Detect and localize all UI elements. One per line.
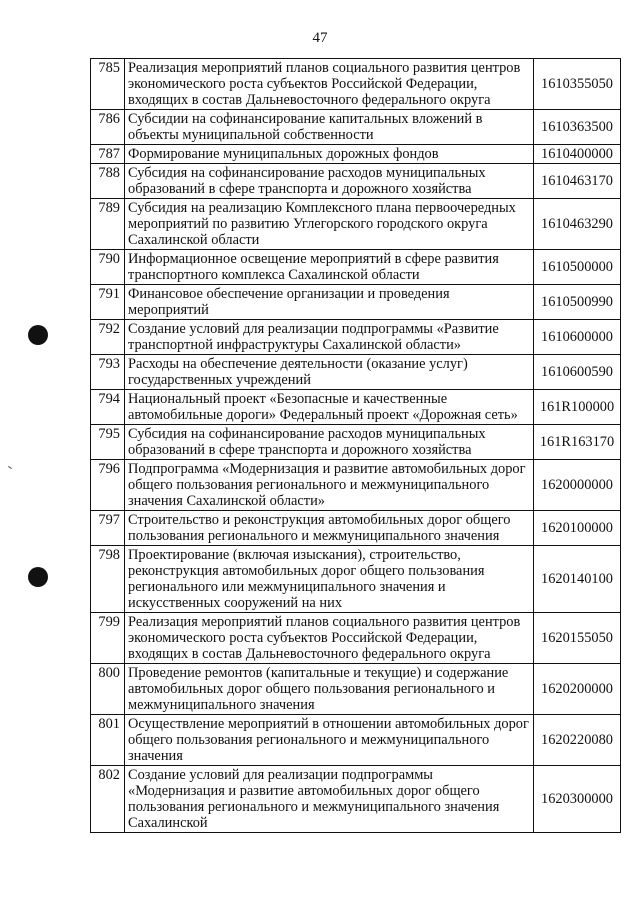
row-name: Расходы на обеспечение деятельности (оказание услуг) государственных учреждений	[125, 355, 534, 390]
scan-speck	[8, 466, 12, 469]
row-code: 1620100000	[534, 511, 621, 546]
row-number: 799	[91, 613, 125, 664]
table-row	[91, 766, 621, 833]
row-name: Строительство и реконструкция автомобильных дорог общего пользования регионального и межмуниципального значения	[125, 511, 534, 546]
row-name: Проведение ремонтов (капитальные и текущие) и содержание автомобильных дорог общего пользования регионального и межмуниципального значения	[125, 664, 534, 715]
row-number: 802	[91, 766, 125, 833]
row-number: 791	[91, 285, 125, 320]
row-number: 801	[91, 715, 125, 766]
row-name: Субсидия на реализацию Комплексного плана первоочередных мероприятий по развитию Углегорского городского округа Сахалинской области	[125, 199, 534, 250]
table-row	[91, 164, 621, 199]
row-name: Реализация мероприятий планов социального развития центров экономического роста субъектов Российской Федерации, входящих в состав Дальневосточного федерального округа	[125, 59, 534, 110]
row-name: Субсидия на софинансирование расходов муниципальных образований в сфере транспорта и дорожного хозяйства	[125, 425, 534, 460]
table-row	[91, 355, 621, 390]
row-number: 797	[91, 511, 125, 546]
table-row	[91, 59, 621, 110]
row-code: 161R100000	[534, 390, 621, 425]
row-name: Подпрограмма «Модернизация и развитие автомобильных дорог общего пользования регионального и межмуниципального значения Сахалинской области»	[125, 460, 534, 511]
row-name: Национальный проект «Безопасные и качественные автомобильные дороги» Федеральный проект «Дорожная сеть»	[125, 390, 534, 425]
row-code: 1620200000	[534, 664, 621, 715]
table-row	[91, 460, 621, 511]
row-code: 1620220080	[534, 715, 621, 766]
row-number: 788	[91, 164, 125, 199]
row-number: 786	[91, 110, 125, 145]
table-row	[91, 664, 621, 715]
table-row	[91, 199, 621, 250]
table-row	[91, 250, 621, 285]
row-name: Формирование муниципальных дорожных фондов	[125, 145, 534, 164]
row-code: 1610500990	[534, 285, 621, 320]
row-code: 1610600590	[534, 355, 621, 390]
table-row	[91, 145, 621, 164]
row-code: 1610463290	[534, 199, 621, 250]
row-code: 1610463170	[534, 164, 621, 199]
row-name: Субсидии на софинансирование капитальных вложений в объекты муниципальной собственности	[125, 110, 534, 145]
page-number: 47	[312, 30, 328, 46]
table-row	[91, 613, 621, 664]
table-row	[91, 390, 621, 425]
row-number: 800	[91, 664, 125, 715]
table-row	[91, 715, 621, 766]
table-row	[91, 320, 621, 355]
row-name: Осуществление мероприятий в отношении автомобильных дорог общего пользования регионального и межмуниципального значения	[125, 715, 534, 766]
row-code: 161R163170	[534, 425, 621, 460]
row-number: 794	[91, 390, 125, 425]
table-row	[91, 110, 621, 145]
row-code: 1620000000	[534, 460, 621, 511]
row-name: Финансовое обеспечение организации и проведения мероприятий	[125, 285, 534, 320]
row-name: Субсидия на софинансирование расходов муниципальных образований в сфере транспорта и дорожного хозяйства	[125, 164, 534, 199]
row-name: Реализация мероприятий планов социального развития центров экономического роста субъектов Российской Федерации, входящих в состав Дальневосточного федерального округа	[125, 613, 534, 664]
row-name: Создание условий для реализации подпрограммы «Развитие транспортной инфраструктуры Сахалинской области»	[125, 320, 534, 355]
row-number: 790	[91, 250, 125, 285]
punch-hole-lower	[28, 567, 48, 587]
table-row	[91, 511, 621, 546]
row-name: Информационное освещение мероприятий в сфере развития транспортного комплекса Сахалинской области	[125, 250, 534, 285]
row-number: 798	[91, 546, 125, 613]
row-code: 1610363500	[534, 110, 621, 145]
row-code: 1610500000	[534, 250, 621, 285]
row-number: 789	[91, 199, 125, 250]
table-row	[91, 546, 621, 613]
row-number: 787	[91, 145, 125, 164]
row-number: 793	[91, 355, 125, 390]
row-code: 1620140100	[534, 546, 621, 613]
punch-hole-upper	[28, 325, 48, 345]
budget-code-table	[90, 58, 621, 833]
row-name: Создание условий для реализации подпрограммы «Модернизация и развитие автомобильных дорог общего пользования регионального и межмуниципального значения Сахалинской	[125, 766, 534, 833]
row-code: 1610400000	[534, 145, 621, 164]
row-code: 1610355050	[534, 59, 621, 110]
row-name: Проектирование (включая изыскания), строительство, реконструкция автомобильных дорог общего пользования регионального или межмуниципального значения и искусственных сооружений на них	[125, 546, 534, 613]
table-row	[91, 425, 621, 460]
row-code: 1610600000	[534, 320, 621, 355]
row-code: 1620300000	[534, 766, 621, 833]
row-number: 795	[91, 425, 125, 460]
row-code: 1620155050	[534, 613, 621, 664]
row-number: 792	[91, 320, 125, 355]
row-number: 785	[91, 59, 125, 110]
row-number: 796	[91, 460, 125, 511]
table-row	[91, 285, 621, 320]
